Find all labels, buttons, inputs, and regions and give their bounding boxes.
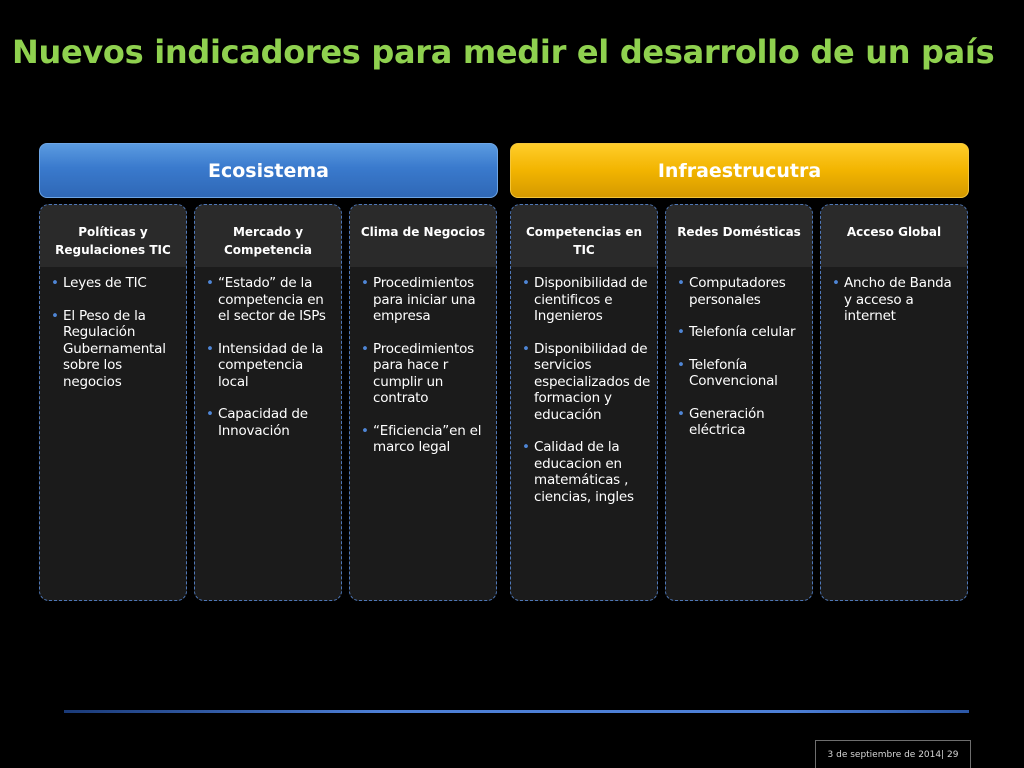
- list-item: • Intensidad de la competencia local: [205, 341, 337, 391]
- footer-divider: [64, 710, 969, 713]
- column-header: Competencias en TIC: [511, 205, 657, 267]
- item-list: [511, 267, 657, 505]
- column-acceso: [820, 204, 968, 601]
- list-item: • Calidad de la educacion en matemáticas , ciencias, ingles: [521, 439, 653, 505]
- list-item: • Generación eléctrica: [676, 406, 808, 439]
- list-item: • Disponibilidad de servicios especializados de formacion y educación: [521, 341, 653, 424]
- column-clima: [349, 204, 497, 601]
- list-item: • Leyes de TIC: [50, 275, 182, 292]
- footer-date-page: 3 de septiembre de 2014| 29: [815, 740, 971, 768]
- list-item: • Procedimientos para iniciar una empresa: [360, 275, 492, 325]
- item-list: [195, 267, 341, 439]
- column-header: Clima de Negocios: [350, 205, 496, 267]
- list-item: • El Peso de la Regulación Gubernamental sobre los negocios: [50, 308, 182, 391]
- list-item: • Capacidad de Innovación: [205, 406, 337, 439]
- column-mercado: [194, 204, 342, 601]
- column-header: Mercado y Competencia: [195, 205, 341, 267]
- list-item: • “Estado” de la competencia en el sector de ISPs: [205, 275, 337, 325]
- item-list: [666, 267, 812, 439]
- slide-title: Nuevos indicadores para medir el desarrollo de un país: [12, 33, 995, 71]
- column-redes: [665, 204, 813, 601]
- list-item: • Disponibilidad de cientificos e Ingenieros: [521, 275, 653, 325]
- list-item: • Procedimientos para hace r cumplir un contrato: [360, 341, 492, 407]
- column-header: Políticas y Regulaciones TIC: [40, 205, 186, 267]
- list-item: • “Eficiencia”en el marco legal: [360, 423, 492, 456]
- column-header: Redes Domésticas: [666, 205, 812, 267]
- column-header: Acceso Global: [821, 205, 967, 267]
- item-list: [40, 267, 186, 390]
- list-item: • Computadores personales: [676, 275, 808, 308]
- group-header-infraestructura: Infraestrucutra: [510, 143, 969, 198]
- item-list: [350, 267, 496, 456]
- column-competencias: [510, 204, 658, 601]
- group-header-ecosistema: Ecosistema: [39, 143, 498, 198]
- list-item: • Telefonía celular: [676, 324, 808, 341]
- list-item: • Telefonía Convencional: [676, 357, 808, 390]
- column-politicas: [39, 204, 187, 601]
- list-item: • Ancho de Banda y acceso a internet: [831, 275, 963, 325]
- item-list: [821, 267, 967, 325]
